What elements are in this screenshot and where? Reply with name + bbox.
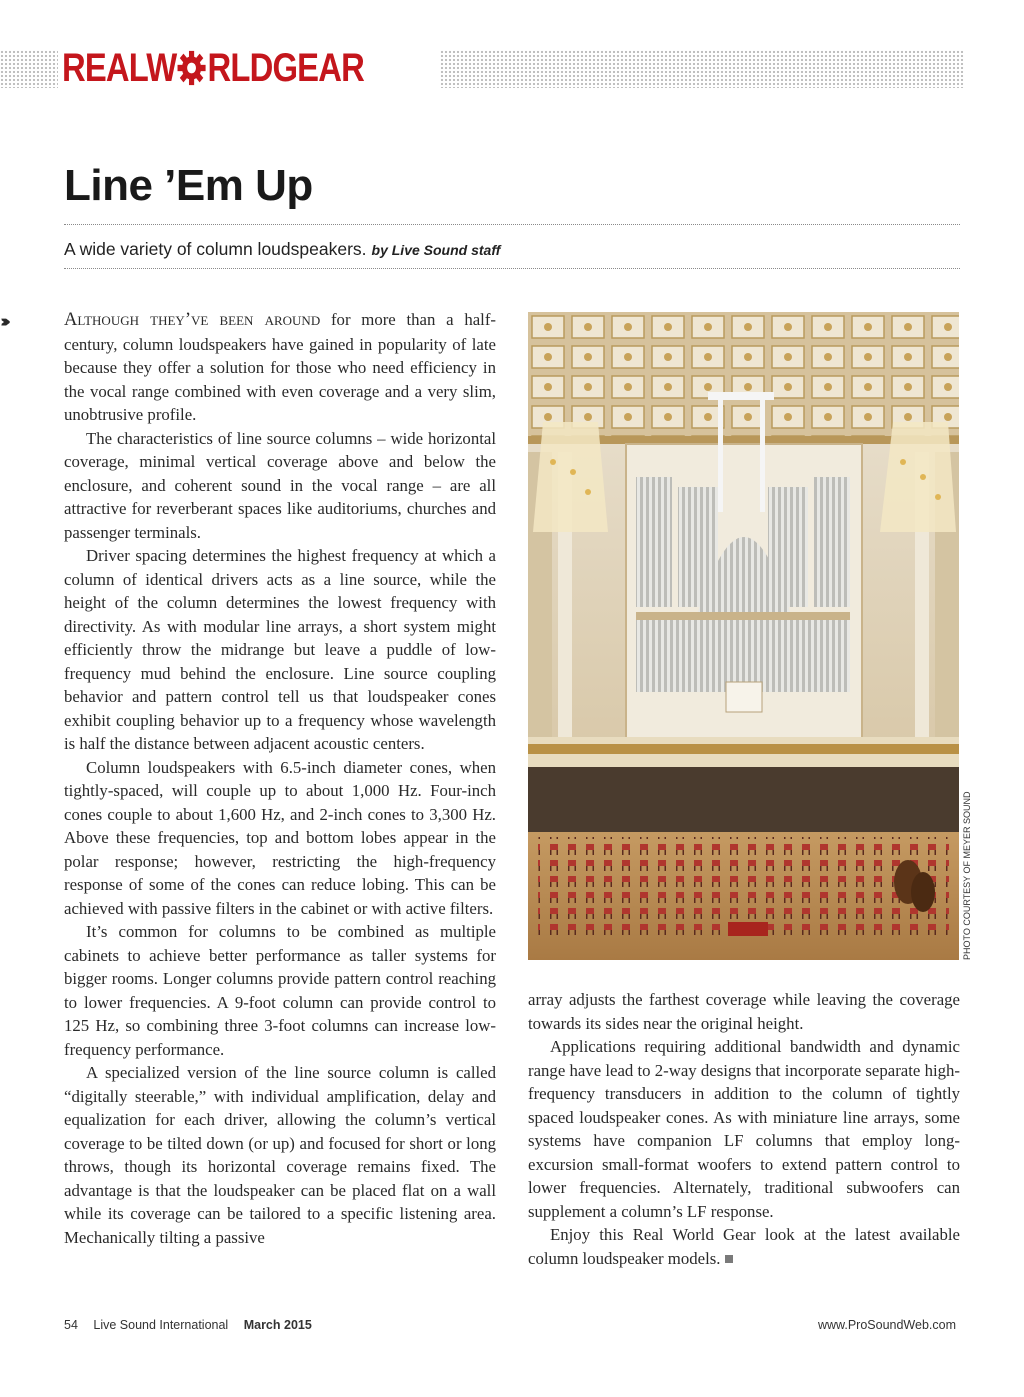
photo-credit: PHOTO COURTESY OF MEYER SOUND [962, 791, 972, 960]
lead-arrows-icon: ››››› [0, 312, 6, 332]
body-column-left [64, 308, 496, 1249]
body-column-right [528, 988, 960, 1270]
publication-name: Live Sound International [93, 1318, 229, 1332]
website-url: www.ProSoundWeb.com [817, 1318, 956, 1332]
title-divider [64, 224, 960, 225]
article-byline: by Live Sound staff [371, 242, 501, 258]
header-dot-pattern-left [0, 50, 58, 88]
paragraph: The characteristics of line source columns – wide horizontal coverage, minimal vertical coverage above and below the enclosure, and coherent sound in the vocal range – are all attractive for reverberant spaces like auditoriums, churches and passenger terminals. [64, 428, 496, 542]
article-title: Line ’Em Up [64, 161, 313, 210]
paragraph: Although they’ve been around for more than a half-century, column loudspeakers have gained in popularity of late because they offer a solution for those who need efficiency in the vocal range combined with even coverage and a very slim, unobtrusive profile. [64, 310, 496, 424]
paragraph: Driver spacing determines the highest frequency at which a column of identical drivers acts as a line source, while the height of the column determines the lowest frequency with directivity. As with modular line arrays, a short system might efficiently throw the midrange but leave a puddle of low-frequency mud behind the enclosure. Line source coupling behavior and pattern control tell us that loudspeaker cones exhibit coupling behavior up to a frequency whose wavelength is half the distance between adjacent acoustic centers. [64, 546, 496, 753]
gear-icon [177, 50, 207, 86]
paragraph: Column loudspeakers with 6.5-inch diameter cones, when tightly-spaced, will couple up to about 1,000 Hz. Four-inch cones couple to about 1,600 Hz, and 2-inch cones to 3,300 Hz. Above these frequencies, top and bottom lobes appear in the polar response; however, restricting the high-frequency response of some of the cones can reduce lobing. This can be achieved with passive filters in the cabinet or with active filters. [64, 757, 496, 918]
paragraph: It’s common for columns to be combined as multiple cabinets to achieve better performance as taller systems for bigger rooms. Longer columns provide pattern control reaching to lower frequencies. A 9-foot column can provide control to 125 Hz, so combining three 3-foot columns can increase low-frequency performance. [64, 922, 496, 1059]
paragraph: Applications requiring additional bandwidth and dynamic range have lead to 2-way designs that incorporate separate high-frequency transducers in addition to the column of tightly spaced loudspeaker cones. As with miniature line arrays, some systems have companion LF columns that employ long-excursion small-format woofers to extend pattern control to lower frequencies. Alternately, traditional subwoofers can supplement a column’s LF response. [528, 1037, 960, 1221]
issue-date: March 2015 [243, 1318, 312, 1332]
article-deck [64, 236, 500, 262]
logo-text-prefix: REALW [62, 46, 177, 90]
end-mark-icon [725, 1255, 733, 1263]
footer-left [64, 1316, 324, 1334]
section-logo [62, 46, 364, 90]
article-subtitle: A wide variety of column loudspeakers. [64, 239, 367, 259]
page-number: 54 [64, 1318, 78, 1332]
subtitle-divider [64, 268, 960, 269]
logo-text-suffix: RLDGEAR [207, 46, 364, 90]
header-dot-pattern-right [440, 50, 964, 88]
paragraph: Enjoy this Real World Gear look at the latest available column loudspeaker models. [528, 1225, 960, 1268]
concert-hall-photo [528, 312, 959, 960]
lead-in: Although they’ve been around [64, 310, 321, 330]
paragraph: array adjusts the farthest coverage while leaving the coverage towards its sides near the original height. [528, 990, 960, 1033]
paragraph: A specialized version of the line source column is called “digitally steerable,” with individual amplification, delay and equalization for each driver, allowing the column’s vertical coverage to be tilted down (or up) and focused for short or long throws, though its horizontal coverage remains fixed. The advantage is that the loudspeaker can be placed flat on a wall while its coverage can be tailored to a specific listening area. Mechanically tilting a passive [64, 1063, 496, 1247]
